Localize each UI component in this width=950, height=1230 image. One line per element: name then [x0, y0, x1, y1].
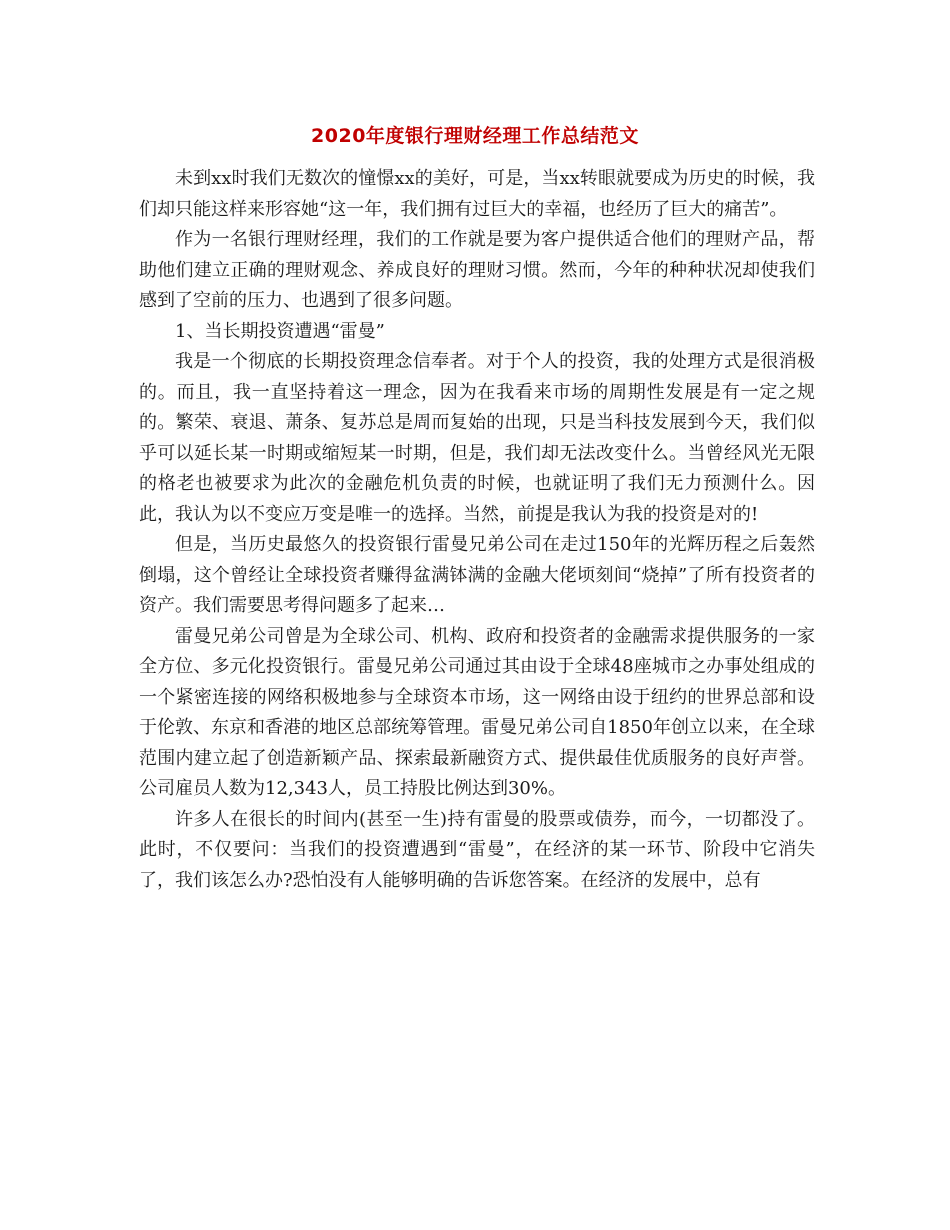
section-heading-1: 1、当长期投资遭遇“雷曼”: [175, 320, 385, 342]
paragraph-investor-question: 许多人在很长的时间内(甚至一生)持有雷曼的股票或债券，而今，一切都没了。此时，不仅要问：当我们的投资遭遇到“雷曼”，在经济的某一环节、阶段中它消失了，我们该怎么办?恐怕没有人能够明确的告诉您答案。在经济的发展中，总有: [139, 808, 815, 891]
document-body: [139, 164, 815, 896]
document-title: 2020年度银行理财经理工作总结范文: [311, 125, 639, 147]
paragraph-intro: 未到xx时我们无数次的憧憬xx的美好，可是，当xx转眼就要成为历史的时候，我们却只能这样来形容她“这一年，我们拥有过巨大的幸福，也经历了巨大的痛苦”。: [139, 168, 815, 220]
paragraph-long-term-investment: 我是一个彻底的长期投资理念信奉者。对于个人的投资，我的处理方式是很消极的。而且，我一直坚持着这一理念，因为在我看来市场的周期性发展是有一定之规的。繁荣、衰退、萧条、复苏总是周而复始的出现，只是当科技发展到今天，我们似乎可以延长某一时期或缩短某一时期，但是，我们却无法改变什么。当曾经风光无限的格老也被要求为此次的金融危机负责的时候，也就证明了我们无力预测什么。因此，我认为以不变应万变是唯一的选择。当然，前提是我认为我的投资是对的!: [139, 351, 815, 525]
paragraph-lehman-collapse: 但是，当历史最悠久的投资银行雷曼兄弟公司在走过150年的光辉历程之后轰然倒塌，这个曾经让全球投资者赚得盆满钵满的金融大佬顷刻间“烧掉”了所有投资者的资产。我们需要思考得问题多了起来…: [139, 534, 815, 616]
paragraph-role: 作为一名银行理财经理，我们的工作就是要为客户提供适合他们的理财产品，帮助他们建立正确的理财观念、养成良好的理财习惯。然而，今年的种种状况却使我们感到了空前的压力、也遇到了很多问题。: [139, 229, 815, 311]
paragraph-lehman-profile: 雷曼兄弟公司曾是为全球公司、机构、政府和投资者的金融需求提供服务的一家全方位、多元化投资银行。雷曼兄弟公司通过其由设于全球48座城市之办事处组成的一个紧密连接的网络积极地参与全球资本市场，这一网络由设于纽约的世界总部和设于伦敦、东京和香港的地区总部统筹管理。雷曼兄弟公司自1850年创立以来，在全球范围内建立起了创造新颖产品、探索最新融资方式、提供最佳优质服务的良好声誉。公司雇员人数为12,343人，员工持股比例达到30%。: [139, 625, 815, 799]
